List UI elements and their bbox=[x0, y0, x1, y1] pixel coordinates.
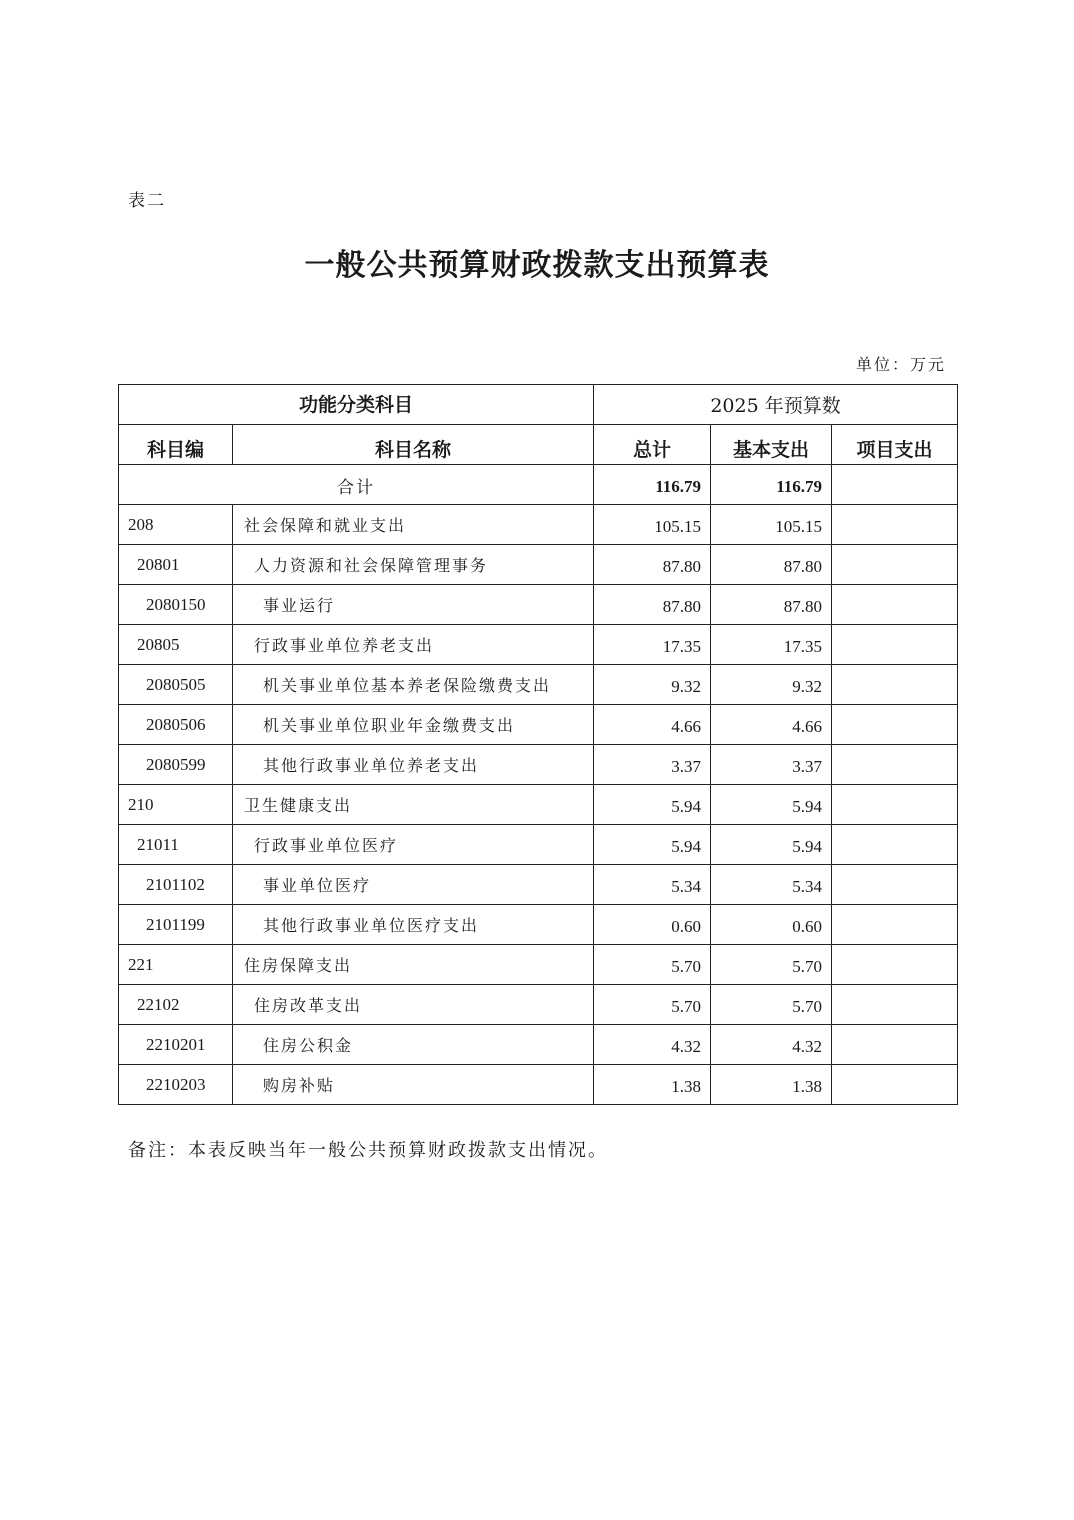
total-row-total: 116.79 bbox=[594, 465, 711, 505]
row-name: 其他行政事业单位养老支出 bbox=[233, 745, 594, 785]
table-row bbox=[119, 625, 958, 665]
row-name: 事业运行 bbox=[233, 585, 594, 625]
row-name: 行政事业单位医疗 bbox=[233, 825, 594, 865]
table-row bbox=[119, 745, 958, 785]
table-row bbox=[119, 585, 958, 625]
row-basic: 5.70 bbox=[711, 985, 832, 1025]
row-name: 社会保障和就业支出 bbox=[233, 505, 594, 545]
row-basic: 4.32 bbox=[711, 1025, 832, 1065]
row-name: 机关事业单位基本养老保险缴费支出 bbox=[233, 665, 594, 705]
row-total: 1.38 bbox=[594, 1065, 711, 1105]
row-basic: 87.80 bbox=[711, 585, 832, 625]
row-basic: 5.34 bbox=[711, 865, 832, 905]
table-row bbox=[119, 945, 958, 985]
row-project bbox=[832, 985, 958, 1025]
row-total: 0.60 bbox=[594, 905, 711, 945]
row-basic: 17.35 bbox=[711, 625, 832, 665]
row-code: 2080599 bbox=[119, 745, 233, 785]
table-row bbox=[119, 1065, 958, 1105]
row-project bbox=[832, 825, 958, 865]
row-basic: 5.94 bbox=[711, 825, 832, 865]
row-project bbox=[832, 665, 958, 705]
row-project bbox=[832, 585, 958, 625]
row-project bbox=[832, 705, 958, 745]
row-name: 人力资源和社会保障管理事务 bbox=[233, 545, 594, 585]
table-row bbox=[119, 985, 958, 1025]
header-name: 科目名称 bbox=[233, 425, 594, 465]
row-total: 17.35 bbox=[594, 625, 711, 665]
row-total: 87.80 bbox=[594, 545, 711, 585]
row-total: 5.70 bbox=[594, 945, 711, 985]
table-row bbox=[119, 785, 958, 825]
row-code: 208 bbox=[119, 505, 233, 545]
row-basic: 9.32 bbox=[711, 665, 832, 705]
total-row-label: 合计 bbox=[119, 465, 594, 505]
row-code: 22102 bbox=[119, 985, 233, 1025]
row-name: 住房公积金 bbox=[233, 1025, 594, 1065]
row-total: 5.94 bbox=[594, 825, 711, 865]
row-total: 105.15 bbox=[594, 505, 711, 545]
row-code: 210 bbox=[119, 785, 233, 825]
row-code: 2210203 bbox=[119, 1065, 233, 1105]
header-row-group bbox=[119, 385, 958, 425]
row-name: 购房补贴 bbox=[233, 1065, 594, 1105]
row-name: 机关事业单位职业年金缴费支出 bbox=[233, 705, 594, 745]
table-row bbox=[119, 545, 958, 585]
row-project bbox=[832, 1025, 958, 1065]
unit-note: 单位：万元 bbox=[855, 355, 946, 374]
row-code: 221 bbox=[119, 945, 233, 985]
row-total: 87.80 bbox=[594, 585, 711, 625]
row-basic: 4.66 bbox=[711, 705, 832, 745]
row-total: 5.34 bbox=[594, 865, 711, 905]
table-row bbox=[119, 705, 958, 745]
row-total: 5.70 bbox=[594, 985, 711, 1025]
row-code: 21011 bbox=[119, 825, 233, 865]
total-row-basic: 116.79 bbox=[711, 465, 832, 505]
row-total: 4.32 bbox=[594, 1025, 711, 1065]
table-row bbox=[119, 665, 958, 705]
row-code: 20801 bbox=[119, 545, 233, 585]
row-basic: 0.60 bbox=[711, 905, 832, 945]
row-basic: 5.70 bbox=[711, 945, 832, 985]
header-budget-year: 2025 年预算数 bbox=[594, 385, 958, 425]
footnote: 备注：本表反映当年一般公共预算财政拨款支出情况。 bbox=[128, 1140, 608, 1161]
row-basic: 105.15 bbox=[711, 505, 832, 545]
row-total: 9.32 bbox=[594, 665, 711, 705]
table-row bbox=[119, 905, 958, 945]
row-project bbox=[832, 505, 958, 545]
row-basic: 87.80 bbox=[711, 545, 832, 585]
row-project bbox=[832, 865, 958, 905]
row-project bbox=[832, 625, 958, 665]
header-basic: 基本支出 bbox=[711, 425, 832, 465]
header-code: 科目编 bbox=[119, 425, 233, 465]
row-name: 住房改革支出 bbox=[233, 985, 594, 1025]
row-project bbox=[832, 545, 958, 585]
header-row-columns bbox=[119, 425, 958, 465]
row-basic: 5.94 bbox=[711, 785, 832, 825]
header-total: 总计 bbox=[594, 425, 711, 465]
row-code: 2210201 bbox=[119, 1025, 233, 1065]
row-name: 行政事业单位养老支出 bbox=[233, 625, 594, 665]
row-basic: 3.37 bbox=[711, 745, 832, 785]
row-total: 4.66 bbox=[594, 705, 711, 745]
page-title: 一般公共预算财政拨款支出预算表 bbox=[304, 248, 770, 283]
row-name: 住房保障支出 bbox=[233, 945, 594, 985]
row-name: 其他行政事业单位医疗支出 bbox=[233, 905, 594, 945]
row-basic: 1.38 bbox=[711, 1065, 832, 1105]
row-project bbox=[832, 785, 958, 825]
row-total: 5.94 bbox=[594, 785, 711, 825]
row-code: 20805 bbox=[119, 625, 233, 665]
row-code: 2080505 bbox=[119, 665, 233, 705]
header-project: 项目支出 bbox=[832, 425, 958, 465]
row-total: 3.37 bbox=[594, 745, 711, 785]
row-code: 2101199 bbox=[119, 905, 233, 945]
table-row bbox=[119, 505, 958, 545]
row-code: 2080506 bbox=[119, 705, 233, 745]
total-row-project bbox=[832, 465, 958, 505]
row-project bbox=[832, 905, 958, 945]
row-code: 2080150 bbox=[119, 585, 233, 625]
row-name: 卫生健康支出 bbox=[233, 785, 594, 825]
row-code: 2101102 bbox=[119, 865, 233, 905]
row-project bbox=[832, 1065, 958, 1105]
table-row bbox=[119, 825, 958, 865]
header-function-classification: 功能分类科目 bbox=[119, 385, 594, 425]
row-project bbox=[832, 945, 958, 985]
row-project bbox=[832, 745, 958, 785]
table-row bbox=[119, 1025, 958, 1065]
total-row bbox=[119, 465, 958, 505]
table-number-label: 表二 bbox=[128, 191, 166, 211]
table-row bbox=[119, 865, 958, 905]
row-name: 事业单位医疗 bbox=[233, 865, 594, 905]
budget-table bbox=[118, 384, 958, 1105]
